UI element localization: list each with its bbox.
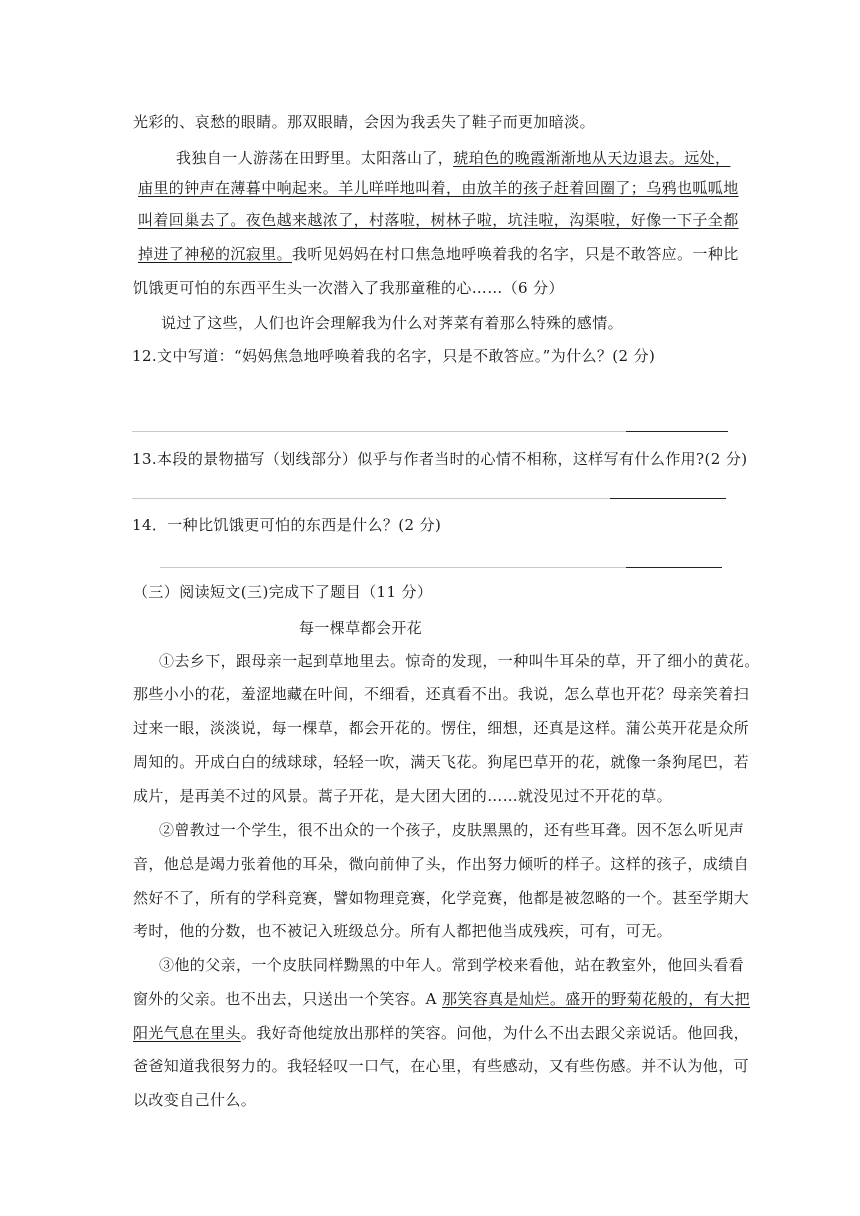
answer-line-12[interactable]: [132, 431, 626, 432]
underlined-scenery-text: 琥珀色的晚霞渐渐地从天边退去。远处，: [453, 149, 731, 167]
passage-line: 光彩的、哀愁的眼睛。那双眼睛，会因为我丢失了鞋子而更加暗淡。: [133, 113, 596, 131]
paragraph-text: 。我好奇他绽放出那样的笑容。问他，为什么不出去跟父亲说话。他回我，: [240, 1024, 750, 1042]
passage-line: 饥饿更可怕的东西平生头一次潜入了我那童稚的心……（6 分）: [133, 279, 564, 297]
answer-line-14-end[interactable]: [626, 567, 722, 568]
paragraph-1-line: 成片，是再美不过的风景。蒿子开花，是大团大团的……就没见过不开花的草。: [133, 787, 673, 805]
question-13: 13.本段的景物描写（划线部分）似乎与作者当时的心情不相称，这样写有什么作用?(2 分): [132, 450, 748, 468]
paragraph-2-line: 考时，他的分数，也不被记入班级总分。所有人都把他当成残疾，可有，可无。: [133, 922, 673, 940]
paragraph-3-line: [133, 1023, 749, 1043]
paragraph-1-line: 那些小小的花，羞涩地藏在叶间，不细看，还真看不出。我说，怎么草也开花？母亲笑着扫: [133, 685, 750, 703]
answer-line-14[interactable]: [160, 567, 626, 568]
paragraph-1-line: 过来一眼，淡淡说，每一棵草，都会开花的。愣住，细想，还真是这样。蒲公英开花是众所: [133, 719, 750, 737]
paragraph-text: 窗外的父亲。也不出去，只送出一个笑容。A: [133, 990, 443, 1008]
underlined-scenery-text: 叫着回巢去了。夜色越来越浓了，村落啦，树林子啦，坑洼啦，沟渠啦，好像一下子全都: [138, 211, 739, 229]
passage-line: [176, 148, 730, 168]
passage-line: [138, 244, 739, 264]
answer-line-12-end[interactable]: [626, 431, 728, 432]
question-12: 12.文中写道：“妈妈焦急地呼唤着我的名字，只是不敢答应。”为什么？(2 分): [132, 347, 656, 365]
underlined-sentence-a: 阳光气息在里头: [133, 1024, 241, 1042]
paragraph-3-line: ③他的父亲，一个皮肤同样黝黑的中年人。常到学校来看他，站在教室外，他回头看看: [159, 956, 745, 974]
answer-line-13[interactable]: [132, 498, 610, 499]
paragraph-3-line: 以改变自己什么。: [133, 1091, 257, 1109]
paragraph-2-line: 音，他总是竭力张着他的耳朵，微向前伸了头，作出努力倾听的样子。这样的孩子，成绩自: [133, 855, 750, 873]
question-14: 14．一种比饥饿更可怕的东西是什么？(2 分): [132, 516, 442, 534]
paragraph-3-line: 爸爸知道我很努力的。我轻轻叹一口气，在心里，有些感动，又有些伤感。并不认为他，可: [133, 1057, 750, 1075]
underlined-sentence-a: 那笑容真是灿烂。盛开的野菊花般的，有大把: [442, 990, 751, 1008]
underlined-scenery-text: 掉进了神秘的沉寂里。: [138, 245, 293, 263]
paragraph-1-line: ①去乡下，跟母亲一起到草地里去。惊奇的发现，一种叫牛耳朵的草，开了细小的黄花。: [159, 652, 760, 670]
underlined-scenery-text: 庙里的钟声在薄暮中响起来。羊儿咩咩地叫着，由放羊的孩子赶着回圈了；乌鸦也呱呱地: [138, 179, 739, 197]
paragraph-1-line: 周知的。开成白白的绒球球，轻轻一吹，满天飞花。狗尾巴草开的花，就像一条狗尾巴，若: [133, 753, 750, 771]
passage-text: 我独自一人游荡在田野里。太阳落山了，: [176, 149, 454, 167]
passage-line: 说过了这些，人们也许会理解我为什么对荠菜有着那么特殊的感情。: [161, 314, 624, 332]
section-heading: （三）阅读短文(三)完成下了题目（11 分）: [133, 583, 433, 601]
article-title: 每一棵草都会开花: [299, 619, 423, 637]
passage-text: 我听见妈妈在村口焦急地呼唤着我的名字，只是不敢答应。一种比: [292, 245, 739, 263]
answer-line-13-end[interactable]: [610, 498, 726, 499]
paragraph-2-line: 然好不了，所有的学科竞赛，譬如物理竞赛，化学竞赛，他都是被忽略的一个。甚至学期大: [133, 889, 750, 907]
paragraph-2-line: ②曾教过一个学生，很不出众的一个孩子，皮肤黑黑的，还有些耳聋。因不怎么听见声: [159, 821, 745, 839]
paragraph-3-line: [133, 989, 750, 1009]
